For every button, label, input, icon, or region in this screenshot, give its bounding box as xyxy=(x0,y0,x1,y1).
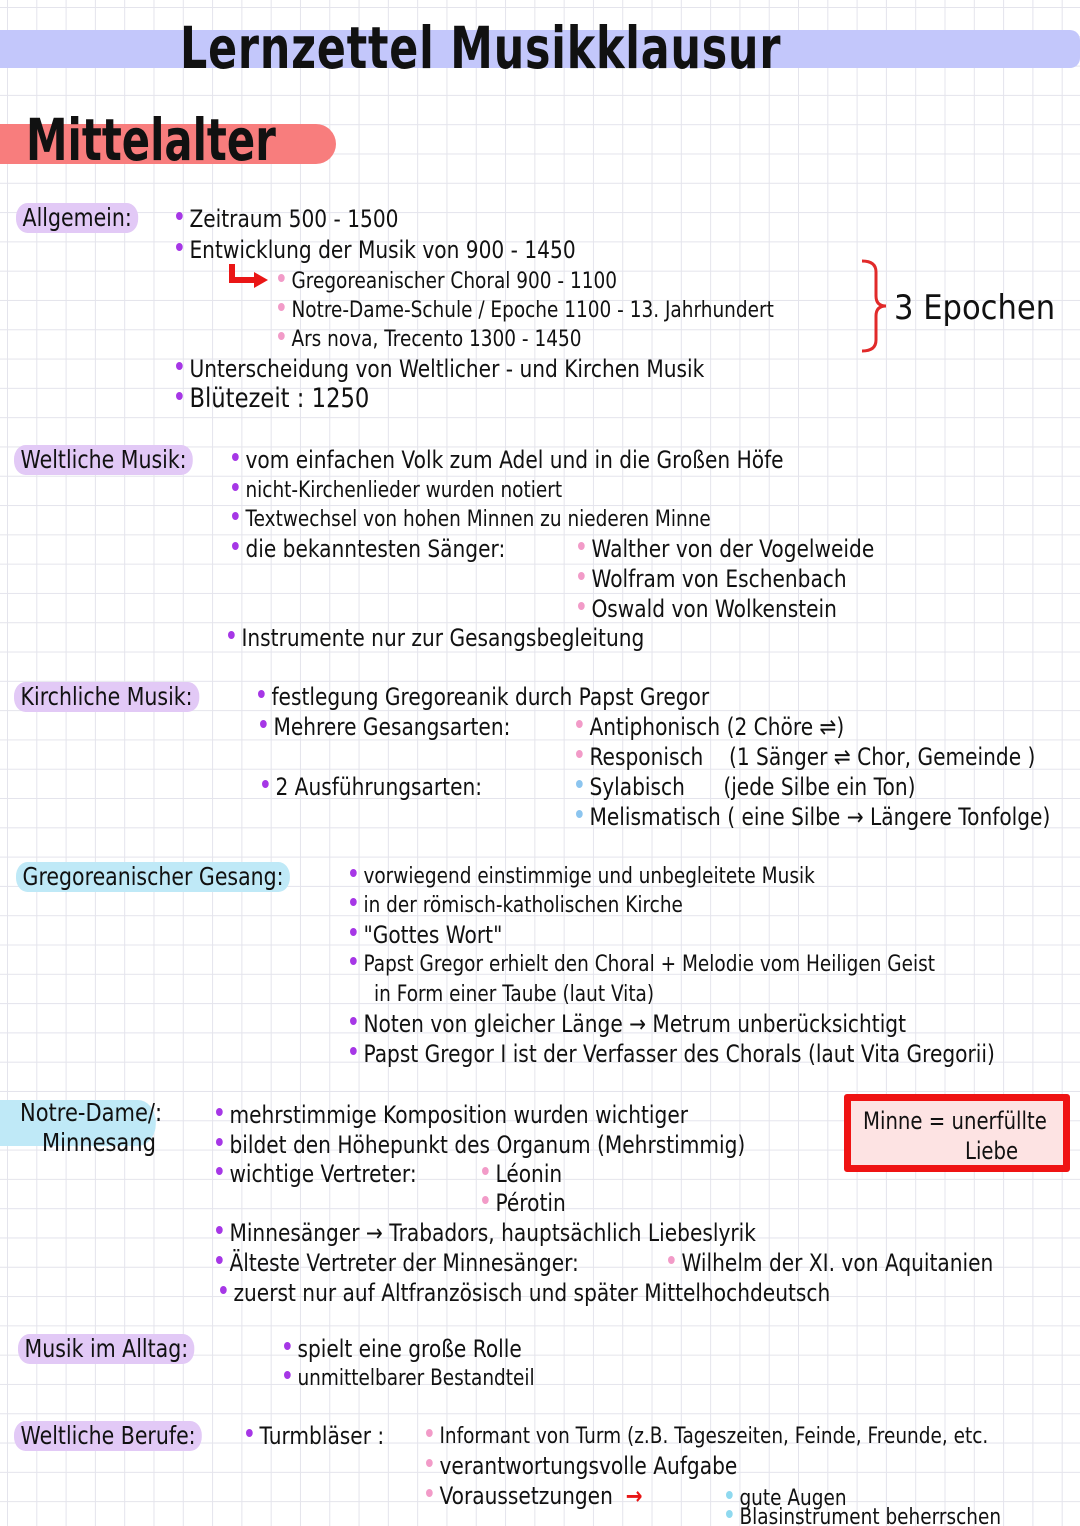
bullet-icon xyxy=(216,1138,223,1146)
bullet-icon xyxy=(262,780,269,788)
bullet-icon xyxy=(260,720,267,728)
section-label-allgemein: Allgemein: xyxy=(16,203,138,233)
list-item: spielt eine große Rolle xyxy=(284,1334,522,1364)
section-label-weltliche-musik: Weltliche Musik: xyxy=(14,445,193,475)
list-item: Voraussetzungen → xyxy=(426,1481,643,1511)
bullet-icon xyxy=(216,1226,223,1234)
bullet-icon xyxy=(576,720,583,728)
bullet-icon xyxy=(176,392,183,400)
bullet-icon xyxy=(176,362,183,370)
list-item: unmittelbarer Bestandteil xyxy=(284,1364,535,1394)
bullet-icon xyxy=(278,332,285,340)
bullet-icon xyxy=(426,1459,433,1467)
list-item: gute Augen xyxy=(726,1484,847,1514)
era-heading: Mittelalter xyxy=(26,106,276,174)
list-item: Melismatisch ( eine Silbe → Längere Tonfolge) xyxy=(576,802,1050,832)
page-title: Lernzettel Musikklausur xyxy=(180,14,782,82)
bullet-icon xyxy=(426,1489,433,1497)
list-item: zuerst nur auf Altfranzösisch und später Mittelhochdeutsch xyxy=(220,1278,830,1308)
bullet-icon xyxy=(258,690,265,698)
list-item: die bekanntesten Sänger: xyxy=(232,534,505,564)
list-item: Mehrere Gesangsarten: xyxy=(260,712,510,742)
bullet-icon xyxy=(232,483,239,491)
note-text-line1: Minne = unerfüllte xyxy=(863,1107,1047,1135)
list-item: Turmbläser : xyxy=(246,1421,384,1451)
bullet-icon xyxy=(176,243,183,251)
list-item: Papst Gregor erhielt den Choral + Melodie vom Heiligen Geist xyxy=(350,950,935,980)
list-item: Ars nova, Trecento 1300 - 1450 xyxy=(278,325,581,355)
section-label-minnesang: Minnesang xyxy=(42,1128,156,1157)
list-item: Minnesänger → Trabadors, hauptsächlich Liebeslyrik xyxy=(216,1218,756,1248)
bullet-icon xyxy=(216,1108,223,1116)
list-item: Sylabisch (jede Silbe ein Ton) xyxy=(576,772,915,802)
bullet-icon xyxy=(350,869,357,877)
list-item: Instrumente nur zur Gesangsbegleitung xyxy=(228,623,644,653)
bullet-icon xyxy=(216,1256,223,1264)
list-item: mehrstimmige Komposition wurden wichtiger xyxy=(216,1100,688,1130)
bullet-icon xyxy=(232,512,239,520)
list-item: Wilhelm der XI. von Aquitanien xyxy=(668,1248,993,1278)
bullet-icon xyxy=(220,1286,227,1294)
list-item: Responisch (1 Sänger ⇌ Chor, Gemeinde ) xyxy=(576,742,1035,772)
list-item: Noten von gleicher Länge → Metrum unberücksichtigt xyxy=(350,1009,906,1039)
bullet-icon xyxy=(576,810,583,818)
list-item-continuation: in Form einer Taube (laut Vita) xyxy=(374,982,655,1007)
list-item: Unterscheidung von Weltlicher - und Kirchen Musik xyxy=(176,354,704,384)
bullet-icon xyxy=(350,1017,357,1025)
bullet-icon xyxy=(350,898,357,906)
bullet-icon xyxy=(278,274,285,282)
bullet-icon xyxy=(232,542,239,550)
arrow-right-icon: → xyxy=(625,1482,643,1510)
bullet-icon xyxy=(726,1510,733,1518)
list-item: Informant von Turm (z.B. Tageszeiten, Feinde, Freunde, etc. xyxy=(426,1422,988,1452)
list-item: Wolfram von Eschenbach xyxy=(578,564,847,594)
list-item: Papst Gregor I ist der Verfasser des Chorals (laut Vita Gregorii) xyxy=(350,1039,995,1069)
bullet-icon xyxy=(578,542,585,550)
definition-note-box xyxy=(844,1094,1070,1172)
bullet-icon xyxy=(278,303,285,311)
list-item: "Gottes Wort" xyxy=(350,920,502,950)
bullet-icon xyxy=(350,957,357,965)
bullet-icon xyxy=(232,453,239,461)
bullet-icon xyxy=(482,1196,489,1204)
note-text-line2: Liebe xyxy=(965,1137,1019,1165)
list-item: Blütezeit : 1250 xyxy=(176,384,369,414)
list-item: Antiphonisch (2 Chöre ⇌) xyxy=(576,712,844,742)
bullet-icon xyxy=(576,750,583,758)
list-item: verantwortungsvolle Aufgabe xyxy=(426,1451,737,1481)
bullet-icon xyxy=(726,1491,733,1499)
list-item: Léonin xyxy=(482,1159,562,1189)
section-label-weltliche-berufe: Weltliche Berufe: xyxy=(14,1421,202,1451)
list-item: vom einfachen Volk zum Adel und in die Großen Höfe xyxy=(232,445,784,475)
epochen-label: 3 Epochen xyxy=(894,288,1056,328)
list-item: in der römisch-katholischen Kirche xyxy=(350,891,683,921)
list-item: Gregoreanischer Choral 900 - 1100 xyxy=(278,267,617,297)
bullet-icon xyxy=(576,780,583,788)
bullet-icon xyxy=(668,1256,675,1264)
curly-brace-icon xyxy=(858,258,888,354)
list-item: bildet den Höhepunkt des Organum (Mehrstimmig) xyxy=(216,1130,745,1160)
section-label-musik-im-alltag: Musik im Alltag: xyxy=(18,1334,195,1364)
section-label-notre-dame: Notre-Dame/: xyxy=(20,1098,163,1127)
list-item: Blasinstrument beherrschen xyxy=(726,1503,1001,1526)
list-item: Pérotin xyxy=(482,1188,566,1218)
list-item: 2 Ausführungsarten: xyxy=(262,772,482,802)
list-item: wichtige Vertreter: xyxy=(216,1159,417,1189)
bullet-icon xyxy=(246,1429,253,1437)
bullet-icon xyxy=(350,928,357,936)
section-label-kirchliche-musik: Kirchliche Musik: xyxy=(14,682,199,712)
bullet-icon xyxy=(284,1371,291,1379)
section-label-gregoreanischer-gesang: Gregoreanischer Gesang: xyxy=(16,862,290,892)
arrow-right-icon xyxy=(226,262,272,292)
list-item: Zeitraum 500 - 1500 xyxy=(176,204,399,234)
list-item: Älteste Vertreter der Minnesänger: xyxy=(216,1248,579,1278)
list-item: festlegung Gregoreanik durch Papst Gregor xyxy=(258,682,709,712)
bullet-icon xyxy=(176,212,183,220)
list-item: nicht-Kirchenlieder wurden notiert xyxy=(232,476,562,506)
list-item: Oswald von Wolkenstein xyxy=(578,594,837,624)
bullet-icon xyxy=(350,1047,357,1055)
bullet-icon xyxy=(284,1342,291,1350)
bullet-icon xyxy=(578,602,585,610)
list-item: Entwicklung der Musik von 900 - 1450 xyxy=(176,235,576,265)
bullet-icon xyxy=(482,1167,489,1175)
list-item: Textwechsel von hohen Minnen zu niederen Minne xyxy=(232,505,711,535)
list-item: Notre-Dame-Schule / Epoche 1100 - 13. Jahrhundert xyxy=(278,296,774,326)
bullet-icon xyxy=(578,572,585,580)
bullet-icon xyxy=(228,631,235,639)
bullet-icon xyxy=(426,1429,433,1437)
bullet-icon xyxy=(216,1167,223,1175)
list-item: vorwiegend einstimmige und unbegleitete Musik xyxy=(350,862,815,892)
list-item: Walther von der Vogelweide xyxy=(578,534,874,564)
